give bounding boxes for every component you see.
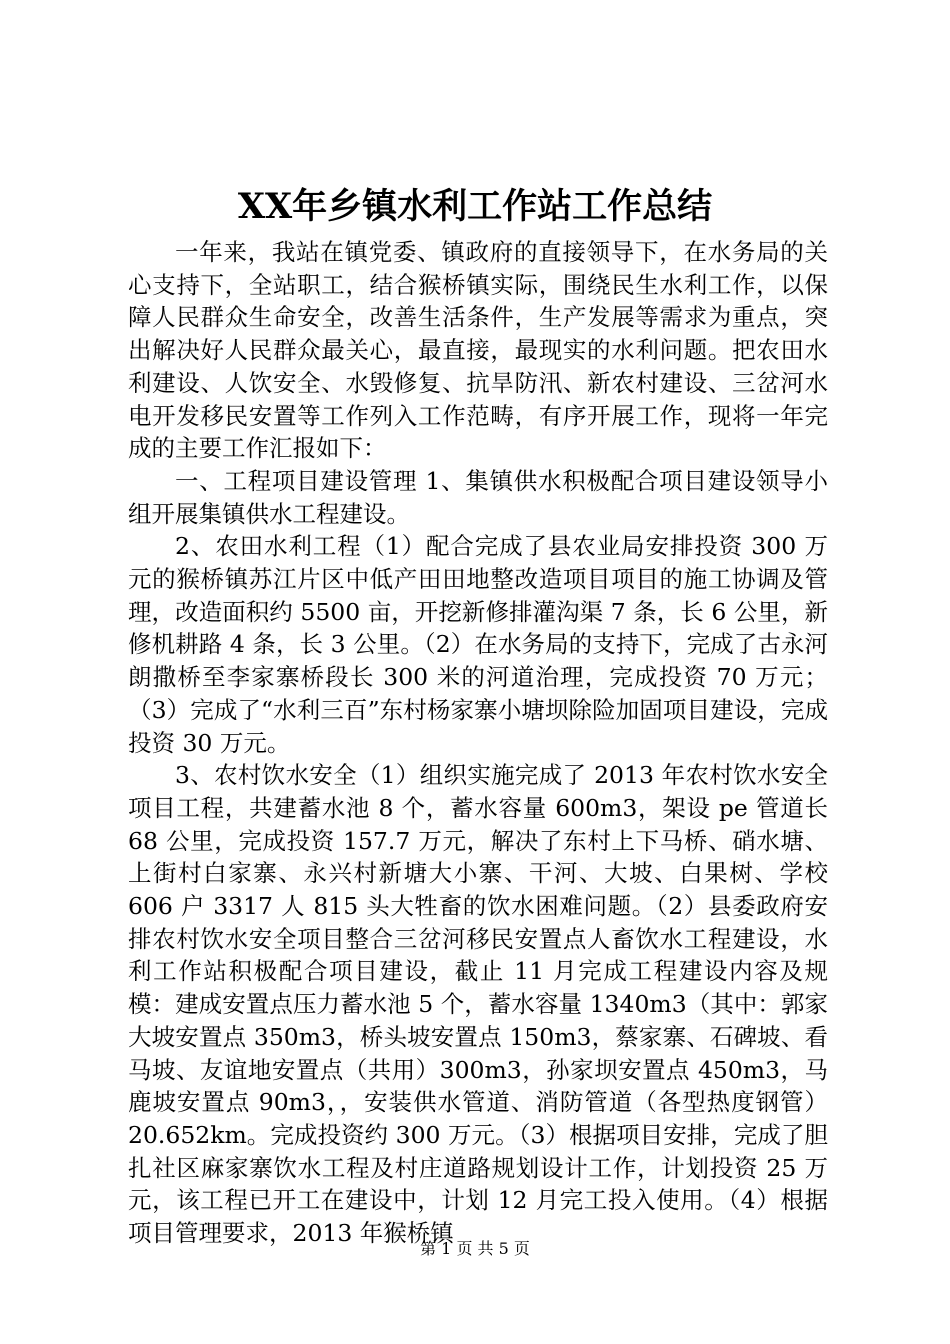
paragraph-farmland-irrigation: 2、农田水利工程（1）配合完成了县农业局安排投资 300 万元的猴桥镇苏江片区中低产田田地整改造项目项目的施工协调及管理，改造面积约 5500 亩，开挖新修排灌沟渠 7 条，长 6 公里，新修机耕路 4 条，长 3 公里。（2）在水务局的支持下，完成了古永河朗撒桥至李家寨桥段长 300 米的河道治理，完成投资 70 万元；（3）完成了“水利三百”东村杨家寨小塘坝除险加固项目建设，完成投资 30 万元。 [128, 532, 828, 757]
paragraph-section-1: 一、工程项目建设管理 1、集镇供水积极配合项目建设领导小组开展集镇供水工程建设。 [128, 466, 828, 528]
document-body [128, 236, 828, 1250]
document-title: XX年乡镇水利工作站工作总结 [237, 186, 713, 227]
paragraph-intro: 一年来，我站在镇党委、镇政府的直接领导下，在水务局的关心支持下，全站职工，结合猴桥镇实际，围绕民生水利工作，以保障人民群众生命安全，改善生活条件，生产发展等需求为重点，突出解决好人民群众最关心，最直接，最现实的水利问题。把农田水利建设、人饮安全、水毁修复、抗旱防汛、新农村建设、三岔河水电开发移民安置等工作列入工作范畴，有序开展工作，现将一年完成的主要工作汇报如下： [128, 238, 828, 463]
page-footer: 第 1 页 共 5 页 [420, 1239, 530, 1258]
paragraph-drinking-water: 3、农村饮水安全（1）组织实施完成了 2013 年农村饮水安全项目工程，共建蓄水池 8 个，蓄水容量 600m3，架设 pe 管道长 68 公里，完成投资 157.7 万元，解决了东村上下马桥、硝水塘、上街村白家寨、永兴村新塘大小寨、干河、大坡、白果树、学校 606 户 3317 人 815 头大牲畜的饮水困难问题。（2）县委政府安排农村饮水安全项目整合三岔河移民安置点人畜饮水工程建设，水利工作站积极配合项目建设，截止 11 月完成工程建设内容及规模：建成安置点压力蓄水池 5 个，蓄水容量 1340m3（其中：郭家大坡安置点 350m3，桥头坡安置点 150m3，蔡家寨、石碑坡、看马坡、友谊地安置点（共用）300m3，孙家坝安置点 450m3，马鹿坡安置点 90m3，，安装供水管道、消防管道（各型热度钢管）20.652km。完成投资约 300 万元。（3）根据项目安排，完成了胆扎社区麻家寨饮水工程及村庄道路规划设计工作，计划投资 25 万元，该工程已开工在建设中，计划 12 月完工投入使用。（4）根据项目管理要求，2013 年猴桥镇 [128, 761, 828, 1248]
